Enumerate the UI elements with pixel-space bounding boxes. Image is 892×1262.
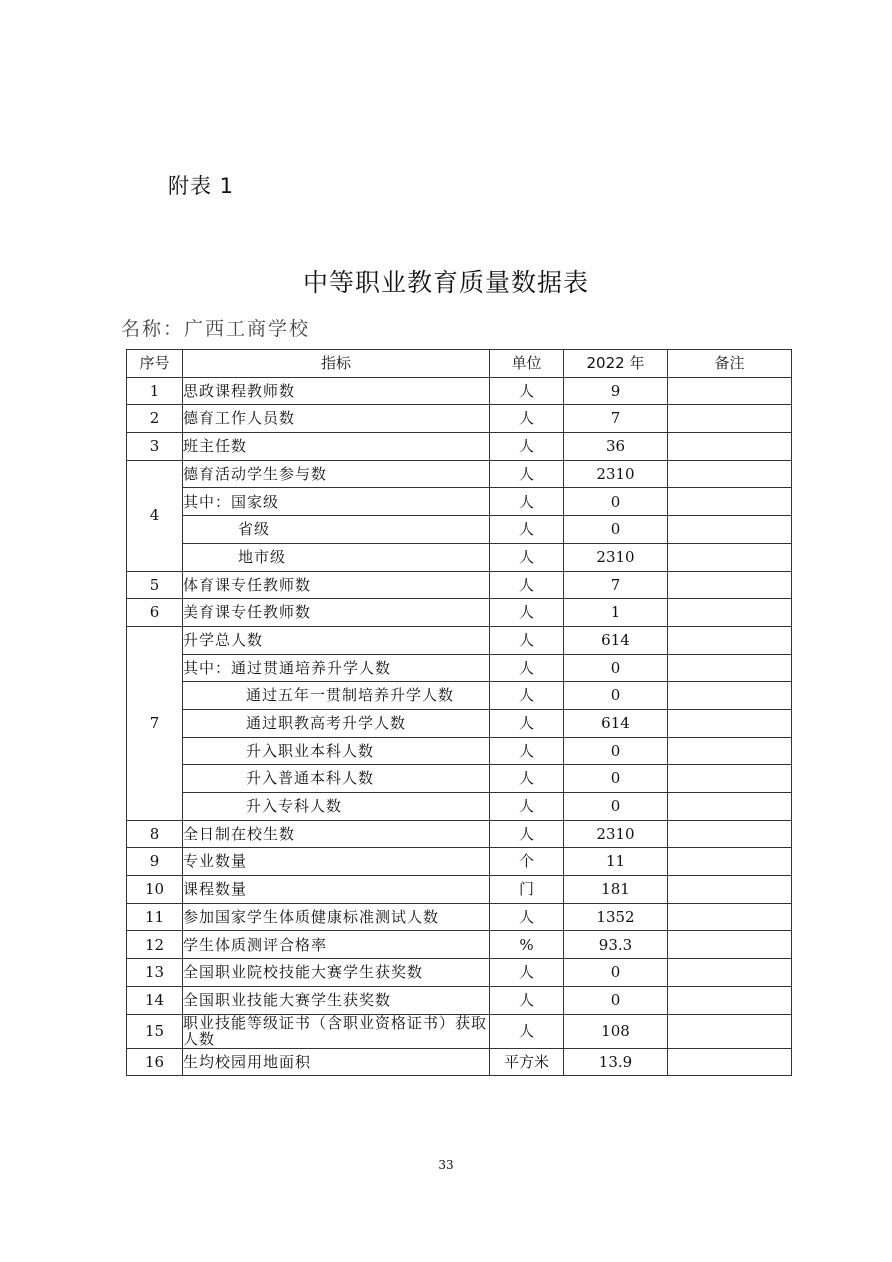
row-unit: 人 [490, 737, 564, 765]
row-value: 0 [564, 737, 668, 765]
row-remark [668, 820, 792, 848]
row-value: 2310 [564, 460, 668, 488]
row-indicator: 体育课专任教师数 [183, 571, 490, 599]
row-remark [668, 903, 792, 931]
row-value: 7 [564, 405, 668, 433]
quality-data-table [126, 349, 792, 1076]
row-value: 181 [564, 876, 668, 904]
row-indicator: 德育活动学生参与数 [183, 460, 490, 488]
row-remark [668, 682, 792, 710]
table-row [127, 626, 792, 654]
row-remark [668, 1014, 792, 1048]
row-remark [668, 959, 792, 987]
row-indicator: 地市级 [183, 543, 490, 571]
row-remark [668, 460, 792, 488]
school-name: 名称：广西工商学校 [121, 318, 311, 340]
row-indicator: 生均校园用地面积 [183, 1048, 490, 1076]
row-value: 11 [564, 848, 668, 876]
row-seq: 6 [127, 599, 183, 627]
row-unit: 人 [490, 765, 564, 793]
row-value: 13.9 [564, 1048, 668, 1076]
header-remark: 备注 [668, 350, 792, 378]
row-indicator: 专业数量 [183, 848, 490, 876]
row-value: 0 [564, 793, 668, 821]
row-value: 0 [564, 516, 668, 544]
row-remark [668, 405, 792, 433]
row-indicator: 省级 [183, 516, 490, 544]
row-value: 0 [564, 959, 668, 987]
row-unit: 人 [490, 959, 564, 987]
row-seq: 15 [127, 1014, 183, 1048]
table-row [127, 793, 792, 821]
table-row [127, 433, 792, 461]
row-remark [668, 709, 792, 737]
row-indicator: 升入职业本科人数 [183, 737, 490, 765]
row-indicator: 通过五年一贯制培养升学人数 [183, 682, 490, 710]
row-indicator: 其中：国家级 [183, 488, 490, 516]
row-remark [668, 848, 792, 876]
row-value: 0 [564, 765, 668, 793]
row-seq: 9 [127, 848, 183, 876]
row-unit: 人 [490, 986, 564, 1014]
table-row [127, 488, 792, 516]
table-row [127, 1014, 792, 1048]
row-value: 2310 [564, 543, 668, 571]
row-value: 0 [564, 986, 668, 1014]
row-value: 0 [564, 654, 668, 682]
row-seq: 12 [127, 931, 183, 959]
row-unit: 门 [490, 876, 564, 904]
table-row [127, 516, 792, 544]
row-value: 36 [564, 433, 668, 461]
row-unit: 个 [490, 848, 564, 876]
row-unit: 人 [490, 903, 564, 931]
row-seq: 7 [127, 626, 183, 820]
row-unit: 人 [490, 682, 564, 710]
table-row [127, 876, 792, 904]
header-year: 2022 年 [564, 350, 668, 378]
row-remark [668, 876, 792, 904]
row-unit: 人 [490, 516, 564, 544]
row-indicator: 升入普通本科人数 [183, 765, 490, 793]
row-unit: 人 [490, 571, 564, 599]
row-value: 2310 [564, 820, 668, 848]
row-unit: 人 [490, 377, 564, 405]
table-row [127, 820, 792, 848]
table-row [127, 1048, 792, 1076]
row-value: 0 [564, 488, 668, 516]
table-row [127, 903, 792, 931]
row-value: 0 [564, 682, 668, 710]
document-title: 中等职业教育质量数据表 [302, 268, 589, 297]
row-indicator: 参加国家学生体质健康标准测试人数 [183, 903, 490, 931]
row-indicator: 全国职业技能大赛学生获奖数 [183, 986, 490, 1014]
row-unit: 平方米 [490, 1048, 564, 1076]
row-remark [668, 516, 792, 544]
row-remark [668, 931, 792, 959]
row-unit: 人 [490, 626, 564, 654]
row-unit: 人 [490, 460, 564, 488]
row-seq: 1 [127, 377, 183, 405]
row-indicator: 课程数量 [183, 876, 490, 904]
row-remark [668, 654, 792, 682]
row-value: 1352 [564, 903, 668, 931]
row-seq: 16 [127, 1048, 183, 1076]
table-row [127, 543, 792, 571]
row-remark [668, 488, 792, 516]
row-value: 7 [564, 571, 668, 599]
row-indicator: 全国职业院校技能大赛学生获奖数 [183, 959, 490, 987]
row-seq: 8 [127, 820, 183, 848]
row-indicator: 升入专科人数 [183, 793, 490, 821]
table-row [127, 959, 792, 987]
header-unit: 单位 [490, 350, 564, 378]
table-row [127, 848, 792, 876]
row-remark [668, 765, 792, 793]
table-row [127, 599, 792, 627]
row-remark [668, 599, 792, 627]
row-seq: 4 [127, 460, 183, 571]
row-remark [668, 737, 792, 765]
row-unit: 人 [490, 1014, 564, 1048]
row-indicator: 其中：通过贯通培养升学人数 [183, 654, 490, 682]
row-indicator: 职业技能等级证书（含职业资格证书）获取人数 [183, 1014, 490, 1048]
row-seq: 3 [127, 433, 183, 461]
row-value: 614 [564, 709, 668, 737]
row-unit: 人 [490, 543, 564, 571]
row-indicator: 思政课程教师数 [183, 377, 490, 405]
row-unit: 人 [490, 599, 564, 627]
row-indicator: 德育工作人员数 [183, 405, 490, 433]
appendix-label: 附表 1 [168, 174, 235, 198]
row-unit: 人 [490, 488, 564, 516]
row-unit: 人 [490, 820, 564, 848]
row-value: 1 [564, 599, 668, 627]
row-seq: 5 [127, 571, 183, 599]
row-seq: 14 [127, 986, 183, 1014]
row-value: 614 [564, 626, 668, 654]
row-seq: 2 [127, 405, 183, 433]
row-value: 9 [564, 377, 668, 405]
row-remark [668, 793, 792, 821]
row-seq: 11 [127, 903, 183, 931]
table-row [127, 405, 792, 433]
table-row [127, 986, 792, 1014]
row-seq: 10 [127, 876, 183, 904]
page-number: 33 [438, 1158, 454, 1172]
table-header-row [127, 350, 792, 378]
table-row [127, 709, 792, 737]
row-remark [668, 986, 792, 1014]
header-indicator: 指标 [183, 350, 490, 378]
row-unit: 人 [490, 405, 564, 433]
table-row [127, 737, 792, 765]
row-indicator: 通过职教高考升学人数 [183, 709, 490, 737]
row-unit: 人 [490, 709, 564, 737]
row-seq: 13 [127, 959, 183, 987]
row-unit: 人 [490, 793, 564, 821]
row-remark [668, 543, 792, 571]
row-indicator: 学生体质测评合格率 [183, 931, 490, 959]
row-unit: % [490, 931, 564, 959]
table-row [127, 654, 792, 682]
row-unit: 人 [490, 433, 564, 461]
row-indicator: 升学总人数 [183, 626, 490, 654]
table-row [127, 571, 792, 599]
row-indicator: 班主任数 [183, 433, 490, 461]
row-remark [668, 377, 792, 405]
table-row [127, 682, 792, 710]
table-row [127, 765, 792, 793]
table-row [127, 460, 792, 488]
table-row [127, 931, 792, 959]
row-remark [668, 1048, 792, 1076]
table-row [127, 377, 792, 405]
row-remark [668, 571, 792, 599]
row-value: 93.3 [564, 931, 668, 959]
row-unit: 人 [490, 654, 564, 682]
row-indicator: 全日制在校生数 [183, 820, 490, 848]
row-remark [668, 626, 792, 654]
header-seq: 序号 [127, 350, 183, 378]
row-value: 108 [564, 1014, 668, 1048]
row-remark [668, 433, 792, 461]
row-indicator: 美育课专任教师数 [183, 599, 490, 627]
